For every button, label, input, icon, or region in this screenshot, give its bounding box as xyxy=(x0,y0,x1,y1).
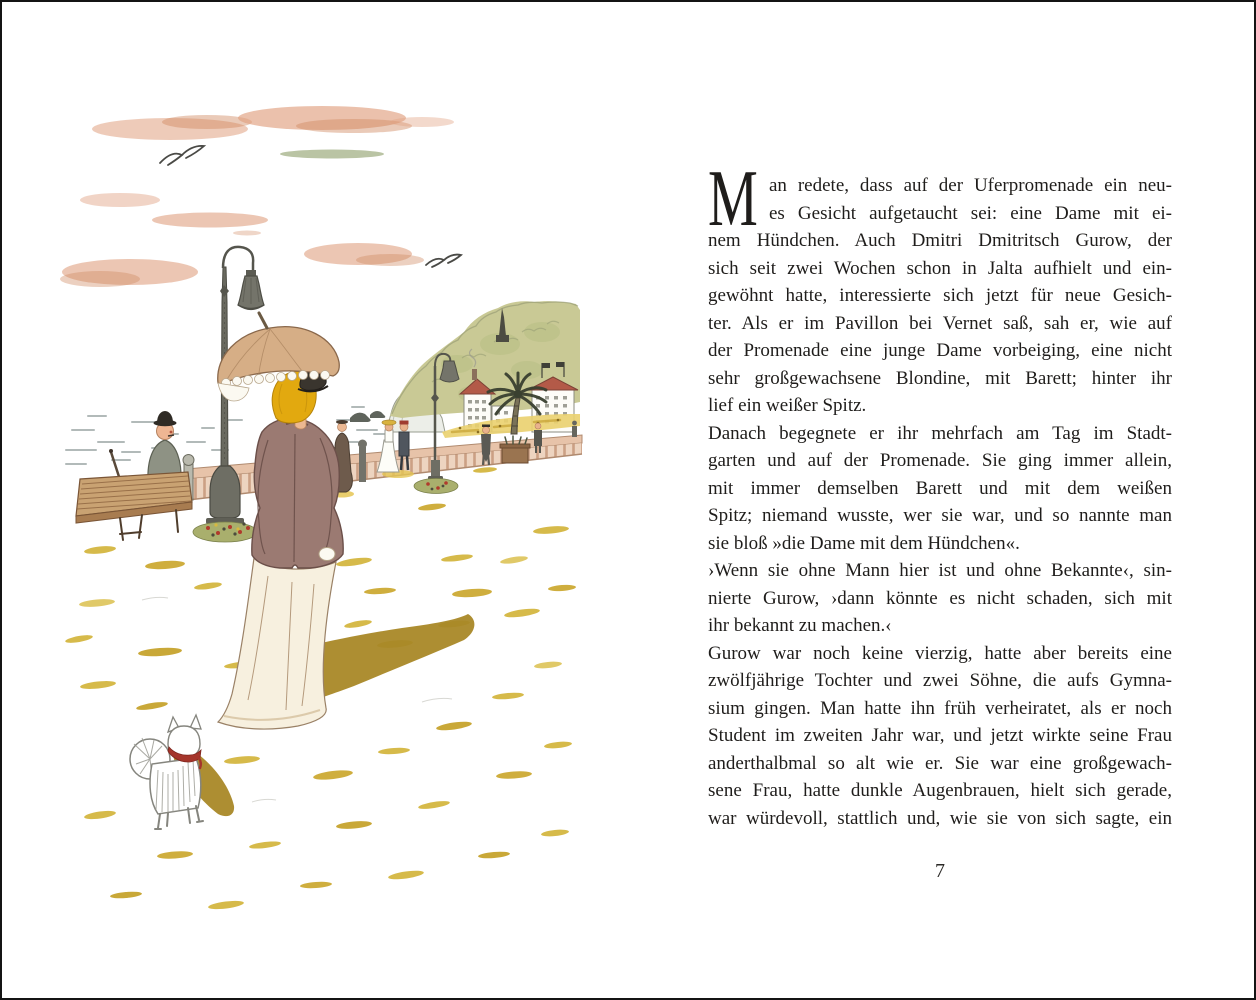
text-line: sich seit zwei Wochen schon in Jalta aufhielt und ein- xyxy=(708,257,1172,279)
text-line: sene Frau, hatte dunkle Augenbrauen, hielt sich gerade, xyxy=(708,780,1172,801)
text-line: sie bloß »die Dame mit dem Hündchen«. xyxy=(708,532,1020,554)
text-line: war würdevoll, stattlich und, wie sie von sich sagte, ein xyxy=(708,807,1172,829)
page-right-text xyxy=(630,2,1256,998)
page-left-illustration xyxy=(2,2,630,998)
illustration-lady-jacket xyxy=(252,418,343,568)
text-line: garten und auf der Promenade. Sie ging immer allein, xyxy=(708,450,1172,471)
body-text xyxy=(708,155,1172,832)
text-line: nierte Gurow, ›dann könnte es nicht schaden, sich mit xyxy=(708,587,1172,609)
illustration-islands xyxy=(350,411,385,422)
illustration-man-at-railing xyxy=(481,425,491,466)
text-line: zwölfjährige Tochter und zwei Söhne, die aufs Gymna- xyxy=(708,670,1172,691)
text-line: sium gingen. Man hatte ihn früh verheiratet, als er noch xyxy=(708,697,1172,719)
text-line: Danach begegnete er ihr mehrfach am Tag im Stadt- xyxy=(708,422,1172,444)
text-line: Gurow war noch keine vierzig, hatte aber bereits eine xyxy=(708,642,1172,664)
illustration-dog xyxy=(130,715,203,829)
text-line: ter. Als er im Pavillon bei Vernet saß, sah er, wie auf xyxy=(708,312,1172,334)
text-line: lief ein weißer Spitz. xyxy=(708,395,867,416)
text-line: Spitz; niemand wusste, wer sie war, und so nannte man xyxy=(708,505,1172,526)
illustration-bench xyxy=(76,472,192,540)
text-line: anderthalbmal so alt wie er. Sie war eine großgewach- xyxy=(708,752,1172,774)
text-line: sehr großgewachsene Blondine, mit Barett; hinter ihr xyxy=(708,367,1172,389)
text-line: ihr bekannt zu machen.‹ xyxy=(708,615,892,636)
text-line: der Promenade eine junge Dame vorbeiging, eine nicht xyxy=(708,340,1172,361)
text-line: ›Wenn sie ohne Mann hier ist und ohne Bekannte‹, sin- xyxy=(708,560,1172,581)
text-line: nem Hündchen. Auch Dmitri Dmitritsch Gurow, der xyxy=(708,230,1172,251)
illustration-lady-with-dog xyxy=(2,2,630,1000)
text-line: Student im zweiten Jahr war, und jetzt wirkte seine Frau xyxy=(708,725,1172,746)
page-number: 7 xyxy=(935,860,945,882)
text-line: es Gesicht aufgetaucht sei: eine Dame mit ei- xyxy=(769,202,1172,224)
drop-cap: M xyxy=(708,155,758,243)
text-line: an redete, dass auf der Uferpromenade ein neu- xyxy=(769,175,1172,196)
illustration-clouds xyxy=(60,106,454,287)
illustration-lady-cuff xyxy=(319,548,335,561)
text-line: mit immer demselben Barett und mit dem weißen xyxy=(708,477,1172,499)
illustration-lady-skirt xyxy=(218,558,336,729)
text-line: gewöhnt hatte, interessierte sich jetzt für neue Gesich- xyxy=(708,285,1172,306)
